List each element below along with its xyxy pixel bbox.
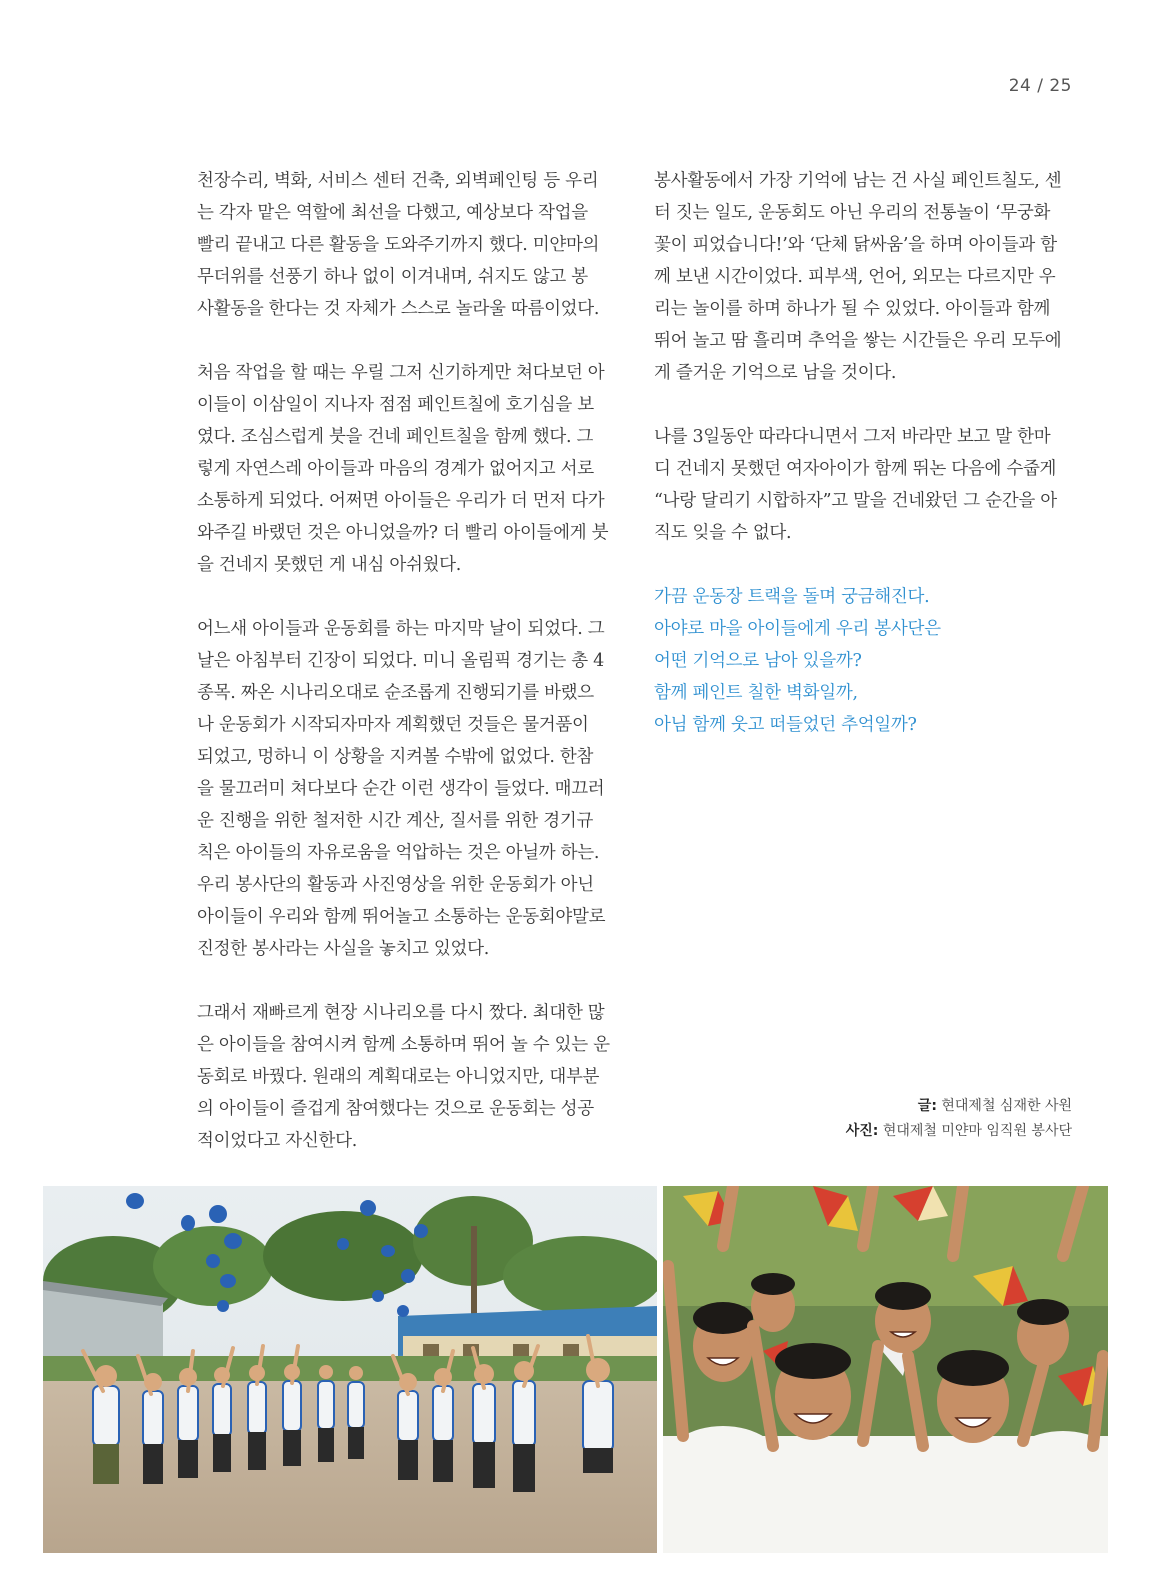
text-line: 봉사활동에서 가장 기억에 남는 건 사실 페인트칠도, 센 — [654, 171, 1062, 191]
left-paragraph-2 — [197, 357, 617, 581]
right-column — [654, 165, 1074, 773]
text-line: 사활동을 한다는 것 자체가 스스로 놀라울 따름이었다. — [197, 299, 600, 319]
text-line: 종목. 짜온 시나리오대로 순조롭게 진행되기를 바랬으 — [197, 683, 594, 703]
text-line: 어느새 아이들과 운동회를 하는 마지막 날이 되었다. 그 — [197, 619, 605, 639]
writer-label: 글: — [917, 1098, 937, 1114]
text-line: 날은 아침부터 긴장이 되었다. 미니 올림픽 경기는 총 4 — [197, 651, 604, 671]
text-line: 께 보낸 시간이었다. 피부색, 언어, 외모는 다르지만 우 — [654, 267, 1056, 287]
text-line: 직도 잊을 수 없다. — [654, 523, 792, 543]
text-line: 을 건네지 못했던 게 내심 아쉬웠다. — [197, 555, 462, 575]
text-line: 리는 놀이를 하며 하나가 될 수 있었다. 아이들과 함께 — [654, 299, 1051, 319]
credits — [846, 1094, 1072, 1144]
text-line: 꽃이 피었습니다!’와 ‘단체 닭싸움’을 하며 아이들과 함 — [654, 235, 1057, 255]
text-line: 을 물끄러미 쳐다보다 순간 이런 생각이 들었다. 매끄러 — [197, 779, 605, 799]
text-line: 천장수리, 벽화, 서비스 센터 건축, 외벽페인팅 등 우리 — [197, 171, 599, 191]
left-column — [197, 165, 617, 1189]
closing-line: 아님 함께 웃고 떠들었던 추억일까? — [654, 715, 917, 735]
text-line: 는 각자 맡은 역할에 최선을 다했고, 예상보다 작업을 — [197, 203, 588, 223]
text-line: 빨리 끝내고 다른 활동을 도와주기까지 했다. 미얀마의 — [197, 235, 600, 255]
text-line: 무더위를 선풍기 하나 없이 이겨내며, 쉬지도 않고 봉 — [197, 267, 588, 287]
volunteers-photo-illustration — [43, 1186, 657, 1553]
closing-reflection — [654, 581, 1074, 741]
text-line: 처음 작업을 할 때는 우릴 그저 신기하게만 쳐다보던 아 — [197, 363, 605, 383]
text-line: 그래서 재빠르게 현장 시나리오를 다시 짰다. 최대한 많 — [197, 1003, 605, 1023]
text-line: 의 아이들이 즐겁게 참여했다는 것으로 운동회는 성공 — [197, 1099, 594, 1119]
closing-line: 함께 페인트 칠한 벽화일까, — [654, 683, 858, 703]
closing-line: 아야로 마을 아이들에게 우리 봉사단은 — [654, 619, 941, 639]
text-line: “나랑 달리기 시합하자”고 말을 건네왔던 그 순간을 아 — [654, 491, 1057, 511]
text-line: 이들이 이삼일이 지나자 점점 페인트칠에 호기심을 보 — [197, 395, 594, 415]
text-line: 와주길 바랬던 것은 아니었을까? 더 빨리 아이들에게 붓 — [197, 523, 609, 543]
text-line: 우리 봉사단의 활동과 사진영상을 위한 운동회가 아닌 — [197, 875, 594, 895]
text-line: 진정한 봉사라는 사실을 놓치고 있었다. — [197, 939, 489, 959]
right-paragraph-1 — [654, 165, 1074, 389]
right-paragraph-2 — [654, 421, 1074, 549]
photo-name: 현대제철 미얀마 임직원 봉사단 — [882, 1123, 1072, 1139]
volunteers-photo — [43, 1186, 657, 1553]
text-line: 게 즐거운 기억으로 남을 것이다. — [654, 363, 897, 383]
text-line: 아이들이 우리와 함께 뛰어놀고 소통하는 운동회야말로 — [197, 907, 606, 927]
text-line: 칙은 아이들의 자유로움을 억압하는 것은 아닐까 하는. — [197, 843, 600, 863]
text-line: 소통하게 되었다. 어쩌면 아이들은 우리가 더 먼저 다가 — [197, 491, 605, 511]
writer-name: 현대제철 심재한 사원 — [941, 1098, 1072, 1114]
writer-credit — [846, 1094, 1072, 1119]
children-photo-illustration — [663, 1186, 1108, 1553]
left-paragraph-1 — [197, 165, 617, 325]
text-line: 뛰어 놀고 땀 흘리며 추억을 쌓는 시간들은 우리 모두에 — [654, 331, 1062, 351]
text-line: 터 짓는 일도, 운동회도 아닌 우리의 전통놀이 ‘무궁화 — [654, 203, 1051, 223]
left-paragraph-3 — [197, 613, 617, 965]
text-line: 나 운동회가 시작되자마자 계획했던 것들은 물거품이 — [197, 715, 589, 735]
left-paragraph-4 — [197, 997, 617, 1157]
text-line: 운 진행을 위한 철저한 시간 계산, 질서를 위한 경기규 — [197, 811, 594, 831]
text-line: 은 아이들을 참여시켜 함께 소통하며 뛰어 놀 수 있는 운 — [197, 1035, 610, 1055]
text-line: 디 건네지 못했던 여자아이가 함께 뛰논 다음에 수줍게 — [654, 459, 1057, 479]
text-line: 렇게 자연스레 아이들과 마음의 경계가 없어지고 서로 — [197, 459, 594, 479]
closing-line: 가끔 운동장 트랙을 돌며 궁금해진다. — [654, 587, 930, 607]
text-line: 적이었다고 자신한다. — [197, 1131, 357, 1151]
text-line: 되었고, 멍하니 이 상황을 지켜볼 수밖에 없었다. 한참 — [197, 747, 594, 767]
page-number: 24 / 25 — [1008, 76, 1072, 96]
photo-credit — [846, 1119, 1072, 1144]
text-line: 동회로 바꿨다. 원래의 계획대로는 아니었지만, 대부분 — [197, 1067, 600, 1087]
photo-label: 사진: — [845, 1123, 879, 1139]
children-photo — [663, 1186, 1108, 1553]
closing-line: 어떤 기억으로 남아 있을까? — [654, 651, 862, 671]
text-line: 나를 3일동안 따라다니면서 그저 바라만 보고 말 한마 — [654, 427, 1051, 447]
text-line: 였다. 조심스럽게 붓을 건네 페인트칠을 함께 했다. 그 — [197, 427, 594, 447]
